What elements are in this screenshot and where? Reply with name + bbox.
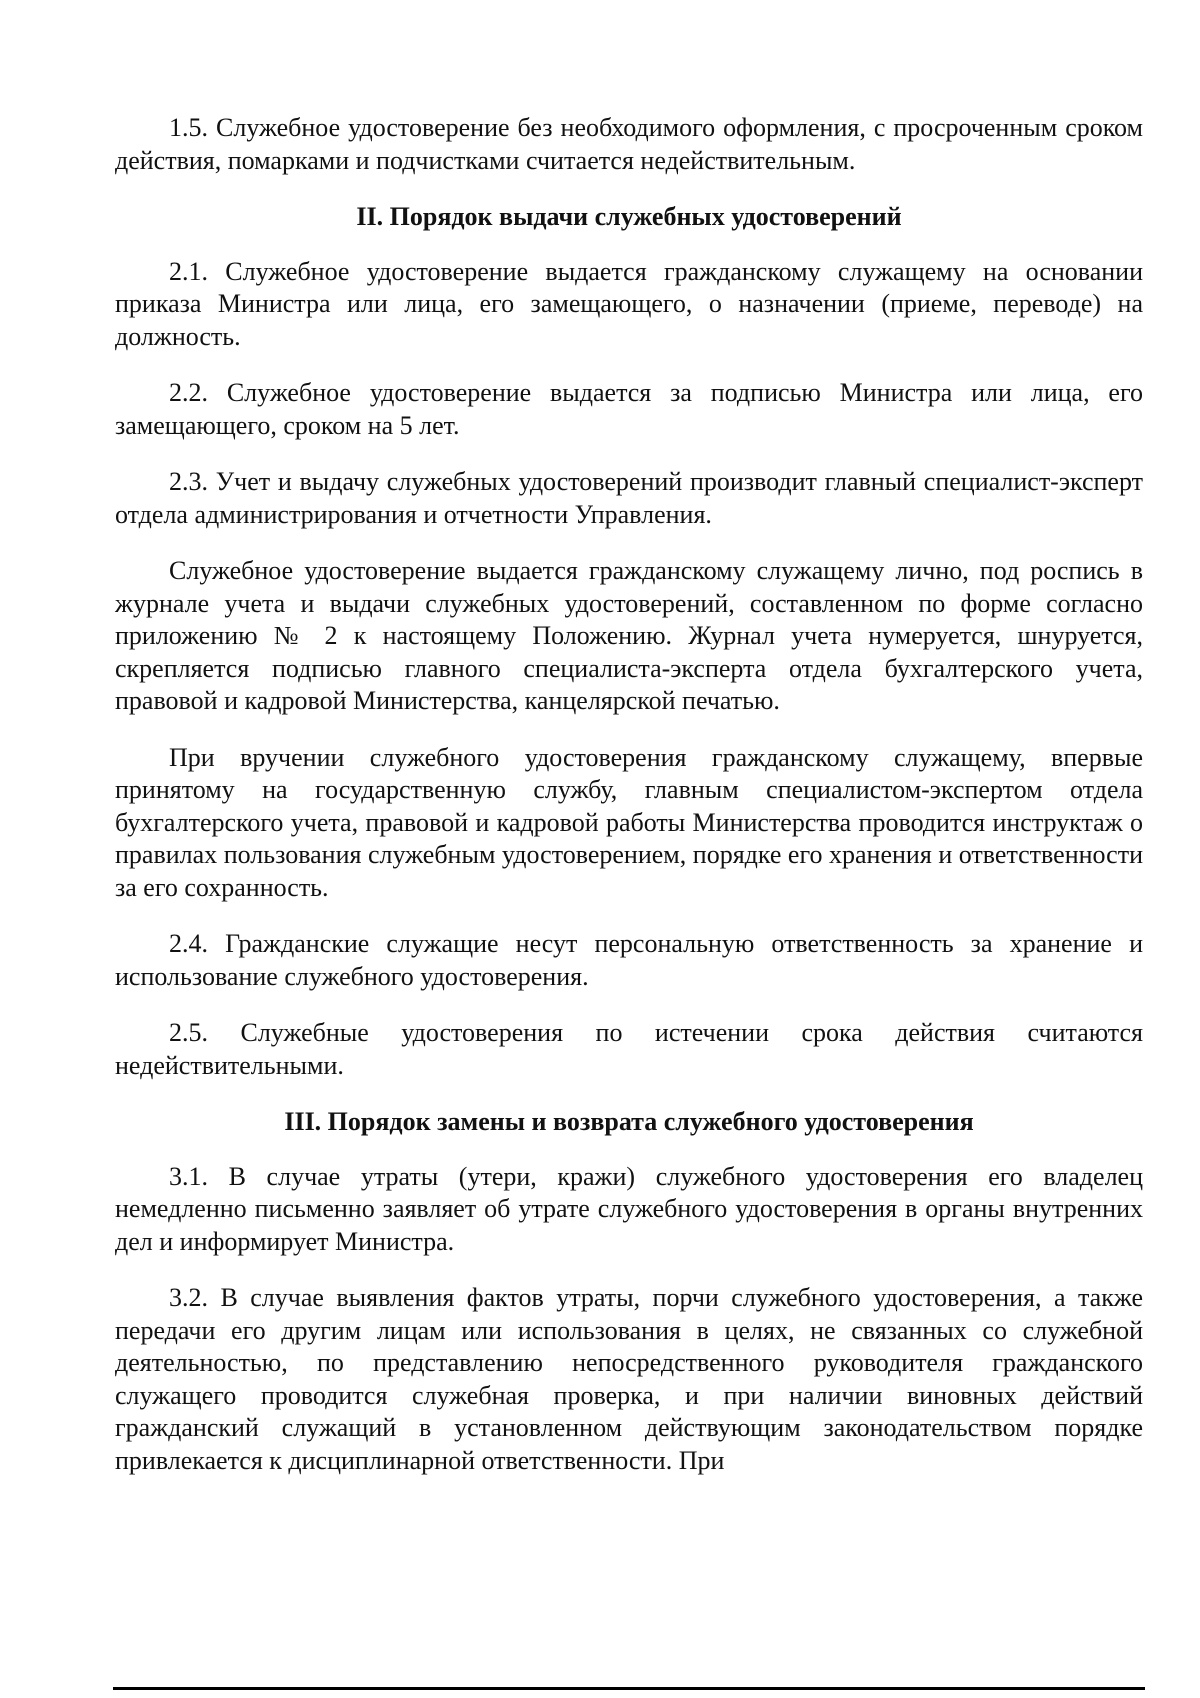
- section-heading-3: III. Порядок замены и возврата служебного удостоверения: [284, 1107, 974, 1136]
- footer-divider: [113, 1687, 1145, 1690]
- paragraph-2-2: 2.2. Служебное удостоверение выдается за подписью Министра или лица, его замещающего, сроком на 5 лет.: [115, 378, 1143, 440]
- paragraph-3-1: 3.1. В случае утраты (утери, кражи) служебного удостоверения его владелец немедленно письменно заявляет об утрате служебного удостоверения в органы внутренних дел и информирует Министра.: [115, 1161, 1143, 1256]
- paragraph-2-3: 2.3. Учет и выдачу служебных удостоверений производит главный специалист-эксперт отдела администрирования и отчетности Управления.: [115, 467, 1143, 529]
- paragraph-3-2: 3.2. В случае выявления фактов утраты, порчи служебного удостоверения, а также передачи его другим лицам или использования в целях, не связанных со служебной деятельностью, по представлению непосредственного руководителя гражданского служащего проводится служебная проверка, и при наличии виновных действий гражданский служащий в установленном действующим законодательством порядке привлекается к дисциплинарной ответственности. При: [115, 1283, 1143, 1475]
- paragraph-issuance: Служебное удостоверение выдается гражданскому служащему лично, под роспись в журнале учета и выдачи служебных удостоверений, составленном по форме согласно приложению № 2 к настоящему Положению. Журнал учета нумеруется, шнуруется, скрепляется подписью главного специалиста-эксперта отдела бухгалтерского учета, правовой и кадровой Министерства, канцелярской печатью.: [115, 556, 1143, 715]
- document-body: [115, 112, 1143, 1501]
- paragraph-instruction: При вручении служебного удостоверения гражданскому служащему, впервые принятому на государственную службу, главным специалистом-экспертом отдела бухгалтерского учета, правовой и кадровой работы Министерства проводится инструктаж о правилах пользования служебным удостоверением, порядке его хранения и ответственности за его сохранность.: [115, 742, 1143, 902]
- paragraph-2-5: 2.5. Служебные удостоверения по истечении срока действия считаются недействительными.: [115, 1018, 1143, 1080]
- paragraph-2-4: 2.4. Гражданские служащие несут персональную ответственность за хранение и использование служебного удостоверения.: [115, 929, 1143, 991]
- paragraph-2-1: 2.1. Служебное удостоверение выдается гражданскому служащему на основании приказа Министра или лица, его замещающего, о назначении (приеме, переводе) на должность.: [115, 256, 1143, 351]
- section-heading-2: II. Порядок выдачи служебных удостоверений: [356, 202, 902, 231]
- paragraph-1-5: 1.5. Служебное удостоверение без необходимого оформления, с просроченным сроком действия, помарками и подчистками считается недействительным.: [115, 113, 1143, 175]
